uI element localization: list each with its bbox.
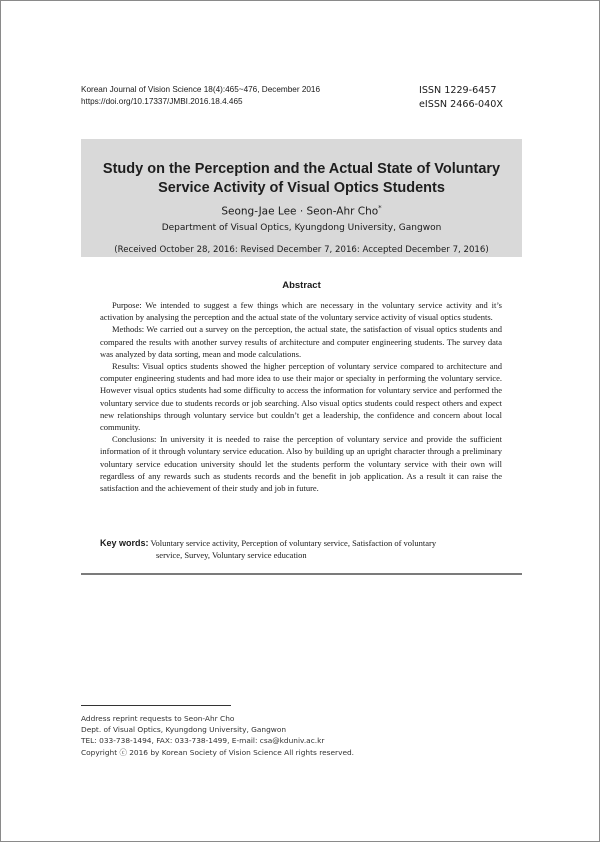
- corresponding-mark: *: [378, 204, 382, 212]
- received-dates: (Received October 28, 2016: Revised December 7, 2016: Accepted December 7, 2016): [114, 244, 489, 255]
- keywords-values-1: Voluntary service activity, Perception of voluntary service, Satisfaction of voluntary: [148, 538, 437, 548]
- footnote: [81, 713, 354, 758]
- purpose-text: We intended to suggest a few things which are necessary in the voluntary service activity and it’s activation by analysing the perception and the actual state of the voluntary service activity of visual optics students.: [100, 300, 502, 323]
- footnote-contact: TEL: 033-738-1494, FAX: 033-738-1499, E-mail: csa@kduniv.ac.kr: [81, 736, 325, 746]
- keywords: [100, 537, 502, 561]
- purpose-label: Purpose:: [112, 300, 142, 310]
- keywords-label: Key words:: [100, 538, 149, 548]
- abstract-heading: Abstract: [282, 280, 321, 291]
- journal-citation: Korean Journal of Vision Science 18(4):465~476, December 2016: [81, 85, 321, 94]
- affiliation: Department of Visual Optics, Kyungdong University, Gangwon: [161, 222, 442, 233]
- abstract-conclusions: [100, 433, 502, 494]
- doi-link[interactable]: https://doi.org/10.17337/JMBI.2016.18.4.465: [81, 97, 243, 106]
- abstract-methods: [100, 323, 502, 360]
- abstract-bottom-rule: [81, 573, 522, 575]
- results-text: Visual optics students showed the higher perception of voluntary service compared to architecture and computer engineering students and had more idea to use their major or specialty in performing the voluntary service. However visual optics students had some difficulty to access the information for voluntary service and performed the voluntary service due to students records or job searching. Also visual optics students could respect others and expect new relationships through voluntary service but couldn’t get a leadership, the confidence and concern about local community.: [100, 361, 502, 433]
- methods-label: Methods:: [112, 324, 145, 335]
- issn-block: [419, 84, 519, 112]
- journal-header: [81, 84, 320, 108]
- author-names: Seong-Jae Lee · Seon-Ahr Cho: [221, 205, 379, 218]
- methods-text: We carried out a survey on the perception, the actual state, the satisfaction of visual optics students and compared the results with another survey results of architecture and computer engineering students. The survey data was analyzed by data sorting, mean and mode calculations.: [100, 324, 502, 359]
- conclusions-text: In university it is needed to raise the perception of voluntary service and provide the sufficient information of it through voluntary service education. Also by building up an upright character through a preliminary voluntary service education university should let the students perform the voluntary service with their own will regardless of any rewards such as students records and the benefit in job application. As a result it can raise the satisfaction and the achievement of their study and job in future.: [100, 434, 502, 494]
- footnote-reprint: Address reprint requests to Seon-Ahr Cho: [81, 714, 235, 723]
- footnote-rule: [81, 705, 231, 706]
- title-line-2: Service Activity of Visual Optics Students: [158, 180, 445, 196]
- abstract-purpose: [100, 299, 502, 323]
- keywords-line-2: service, Survey, Voluntary service education: [156, 550, 307, 561]
- title-box: [81, 139, 522, 257]
- title-line-1: Study on the Perception and the Actual State of Voluntary: [102, 161, 501, 177]
- footnote-copyright: Copyright ⓒ 2016 by Korean Society of Vision Science All rights reserved.: [81, 747, 355, 757]
- results-label: Results:: [112, 361, 140, 372]
- keywords-line-1: [100, 537, 502, 549]
- eissn: eISSN 2466-040X: [419, 99, 503, 110]
- authors: [81, 200, 522, 220]
- abstract-body: [100, 299, 502, 494]
- footnote-dept: Dept. of Visual Optics, Kyungdong University, Gangwon: [81, 725, 287, 735]
- issn: ISSN 1229-6457: [419, 85, 497, 96]
- abstract-results: [100, 360, 502, 433]
- paper-title: [81, 160, 522, 198]
- conclusions-label: Conclusions:: [112, 434, 157, 445]
